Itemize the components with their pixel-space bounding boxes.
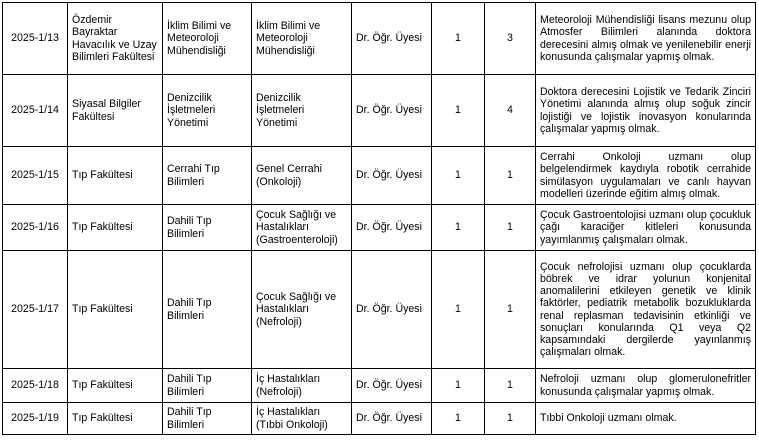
position-level: 1 [432,251,485,369]
table-row [3,205,756,251]
program-name: İç Hastalıkları (Tıbbi Onkoloji) [252,403,352,435]
program-name: Çocuk Sağlığı ve Hastalıkları (Gastroenteroloji) [252,205,352,251]
requirement-text: Çocuk nefrolojisi uzmanı olup çocuklarda böbrek ve idrar yolunun konjenital anomalilerini etkileyen genetik ve klinik faktörler, pediatrik metabolik bozukluklarda renal replasman tedavisinin etkinliği ve sonuçları konularında Q1 veya Q2 kapsamındaki dergilerde yayınlanmış çalışmaları olmak. [536,251,756,369]
department-name: Dahili Tıp Bilimleri [163,369,252,403]
table-row [3,369,756,403]
position-level: 1 [432,3,485,75]
faculty-name: Tıp Fakültesi [68,147,163,205]
position-code: 2025-1/18 [3,369,68,403]
requirement-text: Cerrahi Onkoloji uzmanı olup belgelendirmek kaydıyla robotik cerrahide simülasyon uygulamaları ve canlı hayvan modelleri üzerinde eğitim almış olmak. [536,147,756,205]
academic-title: Dr. Öğr. Üyesi [352,251,432,369]
table-row [3,75,756,147]
table-row [3,403,756,435]
position-count: 1 [485,369,536,403]
department-name: Denizcilik İşletmeleri Yönetimi [163,75,252,147]
position-count: 1 [485,251,536,369]
table-row [3,3,756,75]
program-name: Genel Cerrahi (Onkoloji) [252,147,352,205]
position-count: 1 [485,403,536,435]
department-name: İklim Bilimi ve Meteoroloji Mühendisliği [163,3,252,75]
positions-table [2,2,756,435]
academic-title: Dr. Öğr. Üyesi [352,147,432,205]
requirement-text: Nefroloji uzmanı olup glomerulonefritler konusunda çalışmalar yapmış olmak. [536,369,756,403]
program-name: Denizcilik İşletmeleri Yönetimi [252,75,352,147]
position-count: 3 [485,3,536,75]
table-body [3,3,756,435]
position-count: 1 [485,205,536,251]
academic-title: Dr. Öğr. Üyesi [352,75,432,147]
table-row [3,251,756,369]
department-name: Dahili Tıp Bilimleri [163,205,252,251]
program-name: Çocuk Sağlığı ve Hastalıkları (Nefroloji) [252,251,352,369]
faculty-name: Tıp Fakültesi [68,205,163,251]
position-count: 1 [485,147,536,205]
position-code: 2025-1/14 [3,75,68,147]
position-code: 2025-1/17 [3,251,68,369]
position-code: 2025-1/19 [3,403,68,435]
department-name: Cerrahi Tıp Bilimleri [163,147,252,205]
position-level: 1 [432,403,485,435]
academic-title: Dr. Öğr. Üyesi [352,3,432,75]
faculty-name: Tıp Fakültesi [68,251,163,369]
position-code: 2025-1/16 [3,205,68,251]
position-count: 4 [485,75,536,147]
requirement-text: Meteoroloji Mühendisliği lisans mezunu olup Atmosfer Bilimleri alanında doktora derecesini almış olmak ve yenilenebilir enerji konusunda çalışmalar yapmış olmak. [536,3,756,75]
department-name: Dahili Tıp Bilimleri [163,403,252,435]
position-code: 2025-1/13 [3,3,68,75]
requirement-text: Çocuk Gastroentolojisi uzmanı olup çocukluk çağı karaciğer kitleleri konusunda yayımlanmış çalışmaları olmak. [536,205,756,251]
academic-title: Dr. Öğr. Üyesi [352,369,432,403]
requirement-text: Tıbbi Onkoloji uzmanı olmak. [536,403,756,435]
requirement-text: Doktora derecesini Lojistik ve Tedarik Zinciri Yönetimi alanında almış olup soğuk zincir lojistiği ve lojistik inovasyon konularında çalışmalar yapmış olmak. [536,75,756,147]
program-name: İç Hastalıkları (Nefroloji) [252,369,352,403]
table-row [3,147,756,205]
faculty-name: Tıp Fakültesi [68,369,163,403]
program-name: İklim Bilimi ve Meteoroloji Mühendisliği [252,3,352,75]
position-level: 1 [432,147,485,205]
academic-title: Dr. Öğr. Üyesi [352,403,432,435]
position-level: 1 [432,205,485,251]
faculty-name: Özdemir Bayraktar Havacılık ve Uzay Bilimleri Fakültesi [68,3,163,75]
academic-title: Dr. Öğr. Üyesi [352,205,432,251]
position-level: 1 [432,75,485,147]
faculty-name: Siyasal Bilgiler Fakültesi [68,75,163,147]
position-code: 2025-1/15 [3,147,68,205]
department-name: Dahili Tıp Bilimleri [163,251,252,369]
faculty-name: Tıp Fakültesi [68,403,163,435]
position-level: 1 [432,369,485,403]
